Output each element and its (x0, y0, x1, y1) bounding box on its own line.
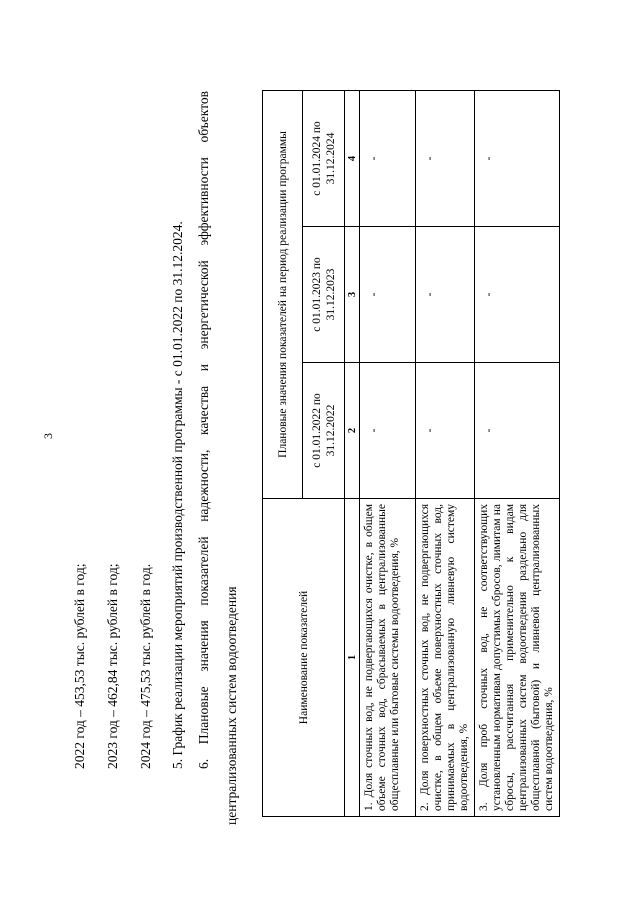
budget-2023-line: 2023 год – 462,84 тыс. рублей в год; (105, 563, 120, 769)
period-2022-header: с 01.01.2022 по 31.12.2022 (303, 363, 345, 499)
indicator-2-value-2023: - (416, 227, 475, 363)
indicator-1-name: 1. Доля сточных вод, не подвергающихся очистке, в общем объеме сточных вод, сбрасываемых в централизованные общесплавные или бытовые системы водоотведения, % (360, 499, 416, 817)
section-6-heading (190, 91, 246, 825)
table-row (475, 90, 560, 816)
period-header: Плановые значения показателей на период реализации программы (263, 90, 303, 498)
column-number-2: 2 (345, 363, 360, 499)
section-5-schedule: 5. График реализации мероприятий производственной программы - с 01.01.2022 по 31.12.2024. (170, 221, 185, 769)
indicator-3-name: 3. Доля проб сточных вод, не соответствующих установленным нормативам допустимых сбросов, лимитам на сбросы, рассчитанная применительно к видам централизованных систем водоотведения раздельно для общесплавной (бытовой) и ливневой централизованных систем водоотведения, % (475, 499, 560, 817)
indicator-1-value-2022: - (360, 363, 416, 499)
budget-2024-line: 2024 год – 475,53 тыс. рублей в год. (138, 563, 153, 769)
period-2023-header: с 01.01.2023 по 31.12.2023 (303, 227, 345, 363)
budget-2022-line: 2022 год – 453,53 тыс. рублей в год; (72, 563, 87, 769)
column-number-3: 3 (345, 227, 360, 363)
indicator-3-value-2024: - (475, 90, 560, 226)
indicator-1-value-2023: - (360, 227, 416, 363)
indicator-1-value-2024: - (360, 90, 416, 226)
indicators-table (262, 90, 560, 817)
page-number: 3 (41, 433, 55, 439)
column-number-4: 4 (345, 90, 360, 226)
indicator-name-header: Наименование показателей (263, 499, 345, 817)
table-row (360, 90, 416, 816)
indicator-2-value-2022: - (416, 363, 475, 499)
period-2024-header: с 01.01.2024 по 31.12.2024 (303, 90, 345, 226)
column-number-1: 1 (345, 499, 360, 817)
indicator-3-value-2022: - (475, 363, 560, 499)
indicator-2-value-2024: - (416, 90, 475, 226)
section-6-line-2: централизованных систем водоотведения (224, 586, 239, 825)
section-6-line-1: 6. Плановые значения показателей надежности, качества и энергетической эффективности объектов (196, 91, 211, 769)
indicator-3-value-2023: - (475, 227, 560, 363)
indicator-2-name: 2. Доля поверхностных сточных вод, не подвергающихся очистке, в общем объеме поверхностных сточных вод, принимаемых в централизованную ливневую систему водоотведения, % (416, 499, 475, 817)
table-row (416, 90, 475, 816)
